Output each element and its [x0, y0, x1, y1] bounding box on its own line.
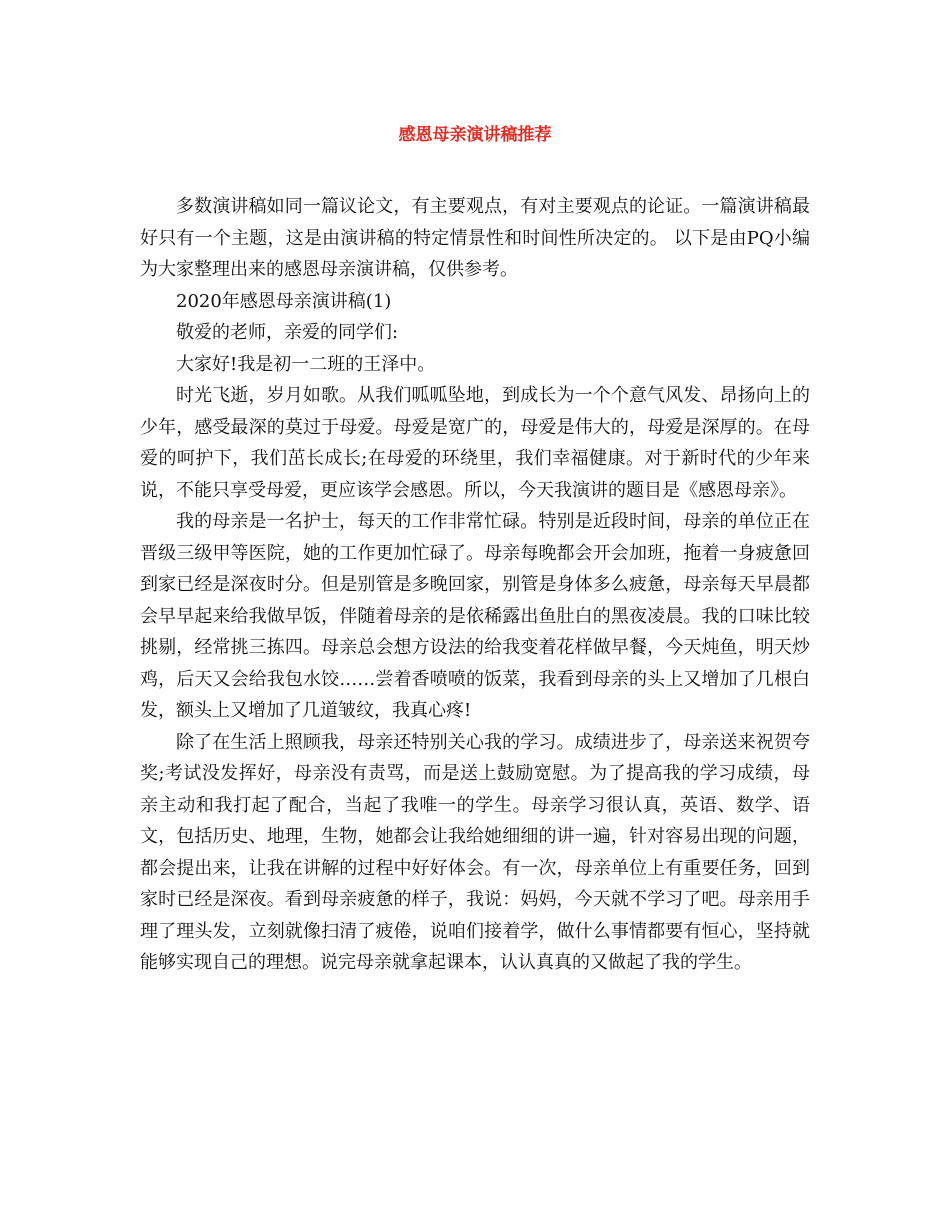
document-title: 感恩母亲演讲稿推荐 — [398, 125, 552, 145]
paragraph-time: 时光飞逝，岁月如歌。从我们呱呱坠地，到成长为一个个意气风发、昂扬向上的少年，感受最深的莫过于母爱。母爱是宽广的，母爱是伟大的，母爱是深厚的。在母爱的呵护下，我们茁长成长;在母爱的环绕里，我们幸福健康。对于新时代的少年来说，不能只享受母爱，更应该学会感恩。所以，今天我演讲的题目是《感恩母亲》。 — [140, 385, 810, 501]
document-body — [140, 191, 810, 979]
salutation: 敬爱的老师，亲爱的同学们: — [176, 322, 399, 343]
speech-heading: 2020年感恩母亲演讲稿(1) — [176, 290, 392, 312]
greeting: 大家好!我是初一二班的王泽中。 — [176, 353, 436, 375]
paragraph-study: 除了在生活上照顾我，母亲还特别关心我的学习。成绩进步了，母亲送来祝贺夸奖;考试没发挥好，母亲没有责骂，而是送上鼓励宽慰。为了提高我的学习成绩，母亲主动和我打起了配合，当起了我唯一的学生。母亲学习很认真，英语、数学、语文，包括历史、地理，生物，她都会让我给她细细的讲一遍，针对容易出现的问题，都会提出来，让我在讲解的过程中好好体会。有一次，母亲单位上有重要任务，回到家时已经是深夜。看到母亲疲惫的样子，我说：妈妈，今天就不学习了吧。母亲用手理了理头发，立刻就像扫清了疲倦，说咱们接着学，做什么事情都要有恒心，坚持就能够实现自己的理想。说完母亲就拿起课本，认认真真的又做起了我的学生。 — [140, 731, 810, 973]
paragraph-intro: 多数演讲稿如同一篇议论文，有主要观点，有对主要观点的论证。一篇演讲稿最好只有一个主题，这是由演讲稿的特定情景性和时间性所决定的。 以下是由PQ小编为大家整理出来的感恩母亲演讲稿，仅供参考。 — [140, 196, 810, 280]
paragraph-nurse: 我的母亲是一名护士，每天的工作非常忙碌。特别是近段时间，母亲的单位正在晋级三级甲等医院，她的工作更加忙碌了。母亲每晚都会开会加班，拖着一身疲惫回到家已经是深夜时分。但是别管是多晚回家，别管是身体多么疲惫，母亲每天早晨都会早早起来给我做早饭，伴随着母亲的是依稀露出鱼肚白的黑夜凌晨。我的口味比较挑剔，经常挑三拣四。母亲总会想方设法的给我变着花样做早餐，今天炖鱼，明天炒鸡，后天又会给我包水饺……尝着香喷喷的饭菜，我看到母亲的头上又增加了几根白发，额头上又增加了几道皱纹，我真心疼! — [140, 511, 810, 721]
